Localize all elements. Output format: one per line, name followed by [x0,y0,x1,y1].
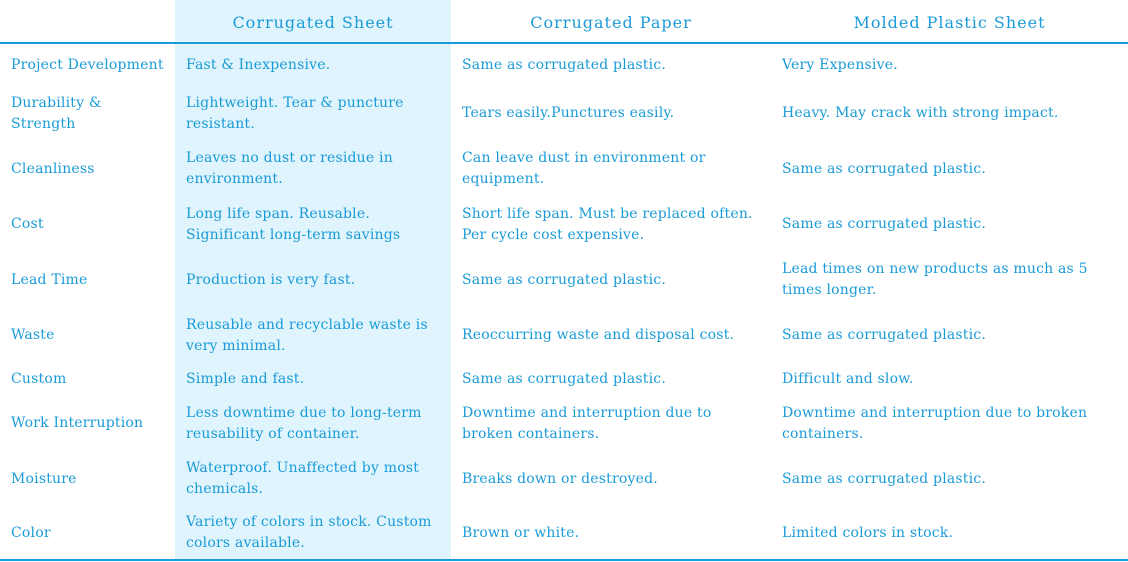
cell-corrugated-sheet: Reusable and recyclable waste is very minimal. [186,316,428,354]
table-row [0,363,1128,396]
header-feature [0,0,175,42]
table-row [0,507,1128,559]
header-molded-plastic-sheet: Molded Plastic Sheet [853,13,1046,32]
cell-molded-plastic: Lead times on new products as much as 5 times longer. [782,261,1088,298]
row-feature: Project Development [11,56,164,73]
cell-corrugated-sheet: Leaves no dust or residue in environment. [186,150,393,187]
cell-molded-plastic: Downtime and interruption due to broken containers. [782,404,1088,442]
row-feature: Moisture [11,470,77,487]
cell-corrugated-sheet: Lightweight. Tear & puncture resistant. [186,94,404,132]
cell-corrugated-paper: Breaks down or destroyed. [462,470,658,487]
cell-corrugated-sheet: Fast & Inexpensive. [186,56,331,73]
header-corrugated-paper: Corrugated Paper [530,13,692,32]
cell-corrugated-sheet: Long life span. Reusable. Significant long-term savings [186,205,401,243]
cell-corrugated-paper: Same as corrugated plastic. [462,271,666,288]
cell-molded-plastic: Same as corrugated plastic. [782,160,986,177]
row-feature: Lead Time [11,271,88,288]
row-feature: Waste [11,327,55,343]
cell-corrugated-paper: Brown or white. [462,524,580,541]
row-feature: Cleanliness [11,160,95,177]
cell-corrugated-sheet: Variety of colors in stock. Custom colors available. [186,514,432,551]
cell-molded-plastic: Same as corrugated plastic. [782,216,986,232]
cell-corrugated-paper: Same as corrugated plastic. [462,371,666,387]
table-bottom-rule [0,559,1128,561]
cell-corrugated-sheet: Waterproof. Unaffected by most chemicals. [186,460,420,497]
cell-corrugated-paper: Tears easily.Punctures easily. [462,105,675,121]
cell-molded-plastic: Heavy. May crack with strong impact. [782,105,1059,121]
cell-molded-plastic: Very Expensive. [782,56,898,73]
row-feature: Durability & Strength [11,94,102,132]
table-row [0,252,1128,308]
cell-corrugated-sheet: Simple and fast. [186,371,305,387]
table-row [0,308,1128,363]
cell-molded-plastic: Same as corrugated plastic. [782,327,986,343]
cell-corrugated-paper: Reoccurring waste and disposal cost. [462,327,735,343]
cell-corrugated-paper: Short life span. Must be replaced often. Per cycle cost expensive. [462,205,753,243]
cell-molded-plastic: Difficult and slow. [782,371,914,387]
table-row [0,451,1128,507]
cell-corrugated-sheet: Less downtime due to long-term reusability of container. [186,404,422,442]
row-feature: Work Interruption [11,415,144,431]
cell-corrugated-paper: Can leave dust in environment or equipment. [462,150,706,187]
cell-molded-plastic: Limited colors in stock. [782,524,954,541]
table-row [0,141,1128,197]
table-row [0,86,1128,141]
table-row [0,44,1128,86]
table-header [0,0,1128,44]
cell-molded-plastic: Same as corrugated plastic. [782,470,986,487]
table-row [0,396,1128,451]
row-feature: Custom [11,371,67,387]
row-feature: Color [11,524,51,541]
header-corrugated-sheet: Corrugated Sheet [232,13,394,32]
row-feature: Cost [11,216,44,232]
table-row [0,197,1128,252]
cell-corrugated-sheet: Production is very fast. [186,271,356,288]
cell-corrugated-paper: Downtime and interruption due to broken containers. [462,404,712,442]
cell-corrugated-paper: Same as corrugated plastic. [462,56,666,73]
